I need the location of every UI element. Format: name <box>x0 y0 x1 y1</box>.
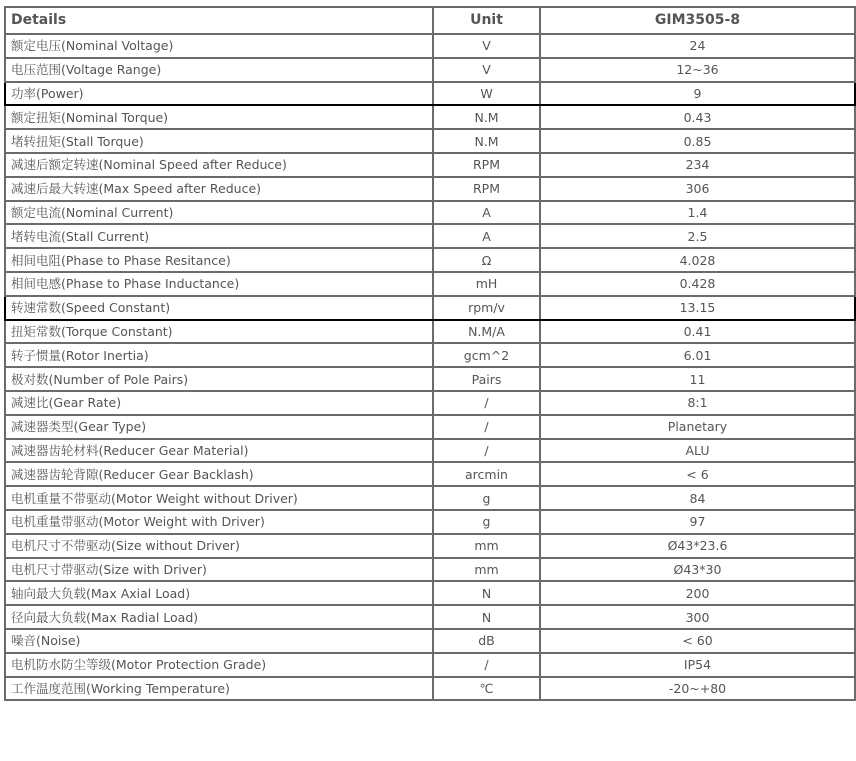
value-cell: 13.15 <box>540 296 855 320</box>
motor-spec-table <box>4 6 856 701</box>
unit-cell: RPM <box>433 177 540 201</box>
table-row <box>5 415 855 439</box>
detail-cell: 扭矩常数(Torque Constant) <box>5 320 433 344</box>
table-row <box>5 320 855 344</box>
unit-cell: W <box>433 82 540 106</box>
value-cell: 306 <box>540 177 855 201</box>
table-row <box>5 629 855 653</box>
table-row <box>5 224 855 248</box>
table-row <box>5 201 855 225</box>
table-row <box>5 105 855 129</box>
value-cell: 0.428 <box>540 272 855 296</box>
unit-cell: N.M <box>433 105 540 129</box>
unit-cell: gcm^2 <box>433 343 540 367</box>
value-cell: < 6 <box>540 462 855 486</box>
unit-cell: V <box>433 34 540 58</box>
unit-cell: mH <box>433 272 540 296</box>
detail-cell: 减速器齿轮背隙(Reducer Gear Backlash) <box>5 462 433 486</box>
detail-cell: 轴向最大负载(Max Axial Load) <box>5 581 433 605</box>
detail-cell: 堵转扭矩(Stall Torque) <box>5 129 433 153</box>
unit-cell: / <box>433 415 540 439</box>
value-cell: ALU <box>540 439 855 463</box>
value-cell: 234 <box>540 153 855 177</box>
detail-cell: 减速后最大转速(Max Speed after Reduce) <box>5 177 433 201</box>
table-row <box>5 296 855 320</box>
value-cell: 84 <box>540 486 855 510</box>
value-cell: 97 <box>540 510 855 534</box>
detail-cell: 堵转电流(Stall Current) <box>5 224 433 248</box>
detail-cell: 额定电压(Nominal Voltage) <box>5 34 433 58</box>
value-cell: 0.43 <box>540 105 855 129</box>
unit-cell: N.M/A <box>433 320 540 344</box>
value-cell: 4.028 <box>540 248 855 272</box>
value-cell: 9 <box>540 82 855 106</box>
unit-cell: Ω <box>433 248 540 272</box>
table-row <box>5 439 855 463</box>
detail-cell: 极对数(Number of Pole Pairs) <box>5 367 433 391</box>
unit-cell: dB <box>433 629 540 653</box>
unit-cell: / <box>433 653 540 677</box>
detail-cell: 相间电感(Phase to Phase Inductance) <box>5 272 433 296</box>
table-row <box>5 272 855 296</box>
detail-cell: 电机重量带驱动(Motor Weight with Driver) <box>5 510 433 534</box>
table-row <box>5 462 855 486</box>
detail-cell: 相间电阻(Phase to Phase Resitance) <box>5 248 433 272</box>
value-cell: 0.85 <box>540 129 855 153</box>
detail-cell: 电机尺寸带驱动(Size with Driver) <box>5 558 433 582</box>
value-cell: 11 <box>540 367 855 391</box>
value-cell: 300 <box>540 605 855 629</box>
unit-cell: ℃ <box>433 677 540 701</box>
value-cell: < 60 <box>540 629 855 653</box>
detail-cell: 额定扭矩(Nominal Torque) <box>5 105 433 129</box>
header-model: GIM3505-8 <box>540 7 855 34</box>
value-cell: IP54 <box>540 653 855 677</box>
detail-cell: 噪音(Noise) <box>5 629 433 653</box>
detail-cell: 功率(Power) <box>5 82 433 106</box>
detail-cell: 减速比(Gear Rate) <box>5 391 433 415</box>
detail-cell: 电压范围(Voltage Range) <box>5 58 433 82</box>
table-body <box>5 34 855 700</box>
unit-cell: A <box>433 224 540 248</box>
table-header-row <box>5 7 855 34</box>
table-row <box>5 558 855 582</box>
table-row <box>5 153 855 177</box>
value-cell: 200 <box>540 581 855 605</box>
table-row <box>5 248 855 272</box>
unit-cell: RPM <box>433 153 540 177</box>
table-row <box>5 367 855 391</box>
unit-cell: / <box>433 439 540 463</box>
table-row <box>5 391 855 415</box>
table-row <box>5 129 855 153</box>
unit-cell: g <box>433 486 540 510</box>
header-unit: Unit <box>433 7 540 34</box>
table-row <box>5 58 855 82</box>
unit-cell: rpm/v <box>433 296 540 320</box>
value-cell: -20~+80 <box>540 677 855 701</box>
detail-cell: 电机重量不带驱动(Motor Weight without Driver) <box>5 486 433 510</box>
value-cell: 0.41 <box>540 320 855 344</box>
value-cell: 12~36 <box>540 58 855 82</box>
detail-cell: 转速常数(Speed Constant) <box>5 296 433 320</box>
table-row <box>5 677 855 701</box>
value-cell: Ø43*30 <box>540 558 855 582</box>
detail-cell: 减速后额定转速(Nominal Speed after Reduce) <box>5 153 433 177</box>
table-row <box>5 534 855 558</box>
unit-cell: N <box>433 581 540 605</box>
detail-cell: 工作温度范围(Working Temperature) <box>5 677 433 701</box>
detail-cell: 减速器齿轮材料(Reducer Gear Material) <box>5 439 433 463</box>
value-cell: Ø43*23.6 <box>540 534 855 558</box>
unit-cell: A <box>433 201 540 225</box>
value-cell: 24 <box>540 34 855 58</box>
value-cell: Planetary <box>540 415 855 439</box>
value-cell: 6.01 <box>540 343 855 367</box>
detail-cell: 电机防水防尘等级(Motor Protection Grade) <box>5 653 433 677</box>
unit-cell: g <box>433 510 540 534</box>
value-cell: 2.5 <box>540 224 855 248</box>
detail-cell: 转子惯量(Rotor Inertia) <box>5 343 433 367</box>
detail-cell: 径向最大负载(Max Radial Load) <box>5 605 433 629</box>
value-cell: 1.4 <box>540 201 855 225</box>
unit-cell: V <box>433 58 540 82</box>
unit-cell: Pairs <box>433 367 540 391</box>
table-row <box>5 177 855 201</box>
unit-cell: N <box>433 605 540 629</box>
unit-cell: mm <box>433 558 540 582</box>
table-row <box>5 510 855 534</box>
unit-cell: / <box>433 391 540 415</box>
header-details: Details <box>5 7 433 34</box>
unit-cell: mm <box>433 534 540 558</box>
unit-cell: arcmin <box>433 462 540 486</box>
unit-cell: N.M <box>433 129 540 153</box>
table-row <box>5 581 855 605</box>
detail-cell: 减速器类型(Gear Type) <box>5 415 433 439</box>
detail-cell: 电机尺寸不带驱动(Size without Driver) <box>5 534 433 558</box>
table-row <box>5 82 855 106</box>
detail-cell: 额定电流(Nominal Current) <box>5 201 433 225</box>
value-cell: 8:1 <box>540 391 855 415</box>
table-row <box>5 343 855 367</box>
table-row <box>5 34 855 58</box>
table-row <box>5 653 855 677</box>
table-row <box>5 486 855 510</box>
table-row <box>5 605 855 629</box>
